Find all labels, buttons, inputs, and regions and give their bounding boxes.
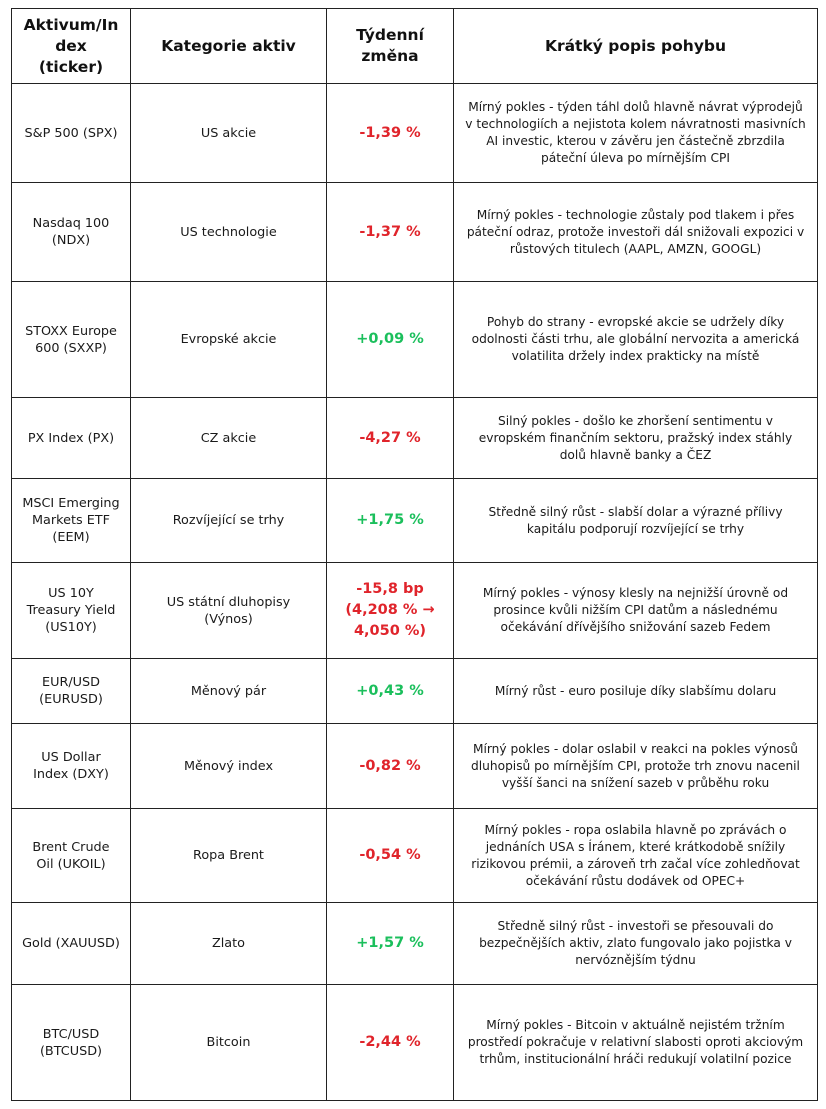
asset-cell: S&P 500 (SPX) — [12, 84, 131, 183]
weekly-change-cell: -1,39 % — [327, 84, 454, 183]
category-cell: US technologie — [131, 183, 327, 282]
header-row — [12, 9, 818, 84]
description-cell: Mírný pokles - Bitcoin v aktuálně nejistém tržním prostředí pokračuje v relativní slabosti oproti akciovým trhům, institucionální hráči redukují volatilní pozice — [454, 985, 818, 1101]
weekly-change-cell: -2,44 % — [327, 985, 454, 1101]
header-change: Týdenní změna — [327, 9, 454, 84]
header-asset: Aktivum/In dex (ticker) — [12, 9, 131, 84]
description-cell: Středně silný růst - investoři se přesouvali do bezpečnějších aktiv, zlato fungovalo jako pojistka v nervóznějším týdnu — [454, 903, 818, 985]
weekly-market-table — [11, 8, 818, 1101]
category-cell: Měnový pár — [131, 659, 327, 724]
weekly-change-cell: +1,75 % — [327, 479, 454, 563]
description-cell: Mírný pokles - ropa oslabila hlavně po zprávách o jednáních USA s Íránem, které krátkodobě snížily rizikovou prémii, a zároveň trh začal více zohledňovat očekávání růstu dodávek od OPEC+ — [454, 809, 818, 903]
table-row — [12, 659, 818, 724]
weekly-change-cell: -15,8 bp (4,208 % → 4,050 %) — [327, 563, 454, 659]
asset-cell: PX Index (PX) — [12, 398, 131, 479]
category-cell: US akcie — [131, 84, 327, 183]
table-row — [12, 398, 818, 479]
weekly-change-cell: -0,82 % — [327, 724, 454, 809]
weekly-change-cell: -1,37 % — [327, 183, 454, 282]
table-body — [12, 84, 818, 1101]
category-cell: CZ akcie — [131, 398, 327, 479]
table-row — [12, 985, 818, 1101]
description-cell: Mírný pokles - dolar oslabil v reakci na pokles výnosů dluhopisů po mírnějším CPI, protože trh znovu nacenil vyšší šanci na snížení sazeb v průběhu roku — [454, 724, 818, 809]
header-description: Krátký popis pohybu — [454, 9, 818, 84]
table-row — [12, 183, 818, 282]
asset-cell: Brent Crude Oil (UKOIL) — [12, 809, 131, 903]
table-row — [12, 809, 818, 903]
description-cell: Mírný pokles - týden táhl dolů hlavně návrat výprodejů v technologiích a nejistota kolem návratnosti masivních AI investic, kterou v závěru jen částečně zbrzdila páteční úleva po mírnějším CPI — [454, 84, 818, 183]
table-row — [12, 563, 818, 659]
asset-cell: EUR/USD (EURUSD) — [12, 659, 131, 724]
category-cell: Měnový index — [131, 724, 327, 809]
description-cell: Mírný pokles - výnosy klesly na nejnižší úrovně od prosince kvůli nižším CPI datům a následnému očekávání dřívějšího snižování sazeb Fedem — [454, 563, 818, 659]
weekly-change-cell: +0,09 % — [327, 282, 454, 398]
asset-cell: MSCI Emerging Markets ETF (EEM) — [12, 479, 131, 563]
weekly-change-cell: +0,43 % — [327, 659, 454, 724]
asset-cell: US Dollar Index (DXY) — [12, 724, 131, 809]
description-cell: Pohyb do strany - evropské akcie se udržely díky odolnosti části trhu, ale globální nervozita a americká volatilita držely index prakticky na místě — [454, 282, 818, 398]
header-category: Kategorie aktiv — [131, 9, 327, 84]
description-cell: Středně silný růst - slabší dolar a výrazné přílivy kapitálu podporují rozvíjející se trhy — [454, 479, 818, 563]
asset-cell: Gold (XAUUSD) — [12, 903, 131, 985]
asset-cell: Nasdaq 100 (NDX) — [12, 183, 131, 282]
description-cell: Mírný růst - euro posiluje díky slabšímu dolaru — [454, 659, 818, 724]
weekly-change-cell: -4,27 % — [327, 398, 454, 479]
category-cell: Evropské akcie — [131, 282, 327, 398]
table-row — [12, 903, 818, 985]
category-cell: Ropa Brent — [131, 809, 327, 903]
asset-cell: US 10Y Treasury Yield (US10Y) — [12, 563, 131, 659]
table-row — [12, 282, 818, 398]
description-cell: Silný pokles - došlo ke zhoršení sentimentu v evropském finančním sektoru, pražský index stáhly dolů hlavně banky a ČEZ — [454, 398, 818, 479]
table-header — [12, 9, 818, 84]
category-cell: Zlato — [131, 903, 327, 985]
category-cell: Rozvíjející se trhy — [131, 479, 327, 563]
table-row — [12, 724, 818, 809]
asset-cell: BTC/USD (BTCUSD) — [12, 985, 131, 1101]
category-cell: US státní dluhopisy (Výnos) — [131, 563, 327, 659]
description-cell: Mírný pokles - technologie zůstaly pod tlakem i přes páteční odraz, protože investoři dál snižovali expozici v růstových titulech (AAPL, AMZN, GOOGL) — [454, 183, 818, 282]
table-row — [12, 479, 818, 563]
table-row — [12, 84, 818, 183]
weekly-change-cell: +1,57 % — [327, 903, 454, 985]
weekly-change-cell: -0,54 % — [327, 809, 454, 903]
asset-cell: STOXX Europe 600 (SXXP) — [12, 282, 131, 398]
category-cell: Bitcoin — [131, 985, 327, 1101]
